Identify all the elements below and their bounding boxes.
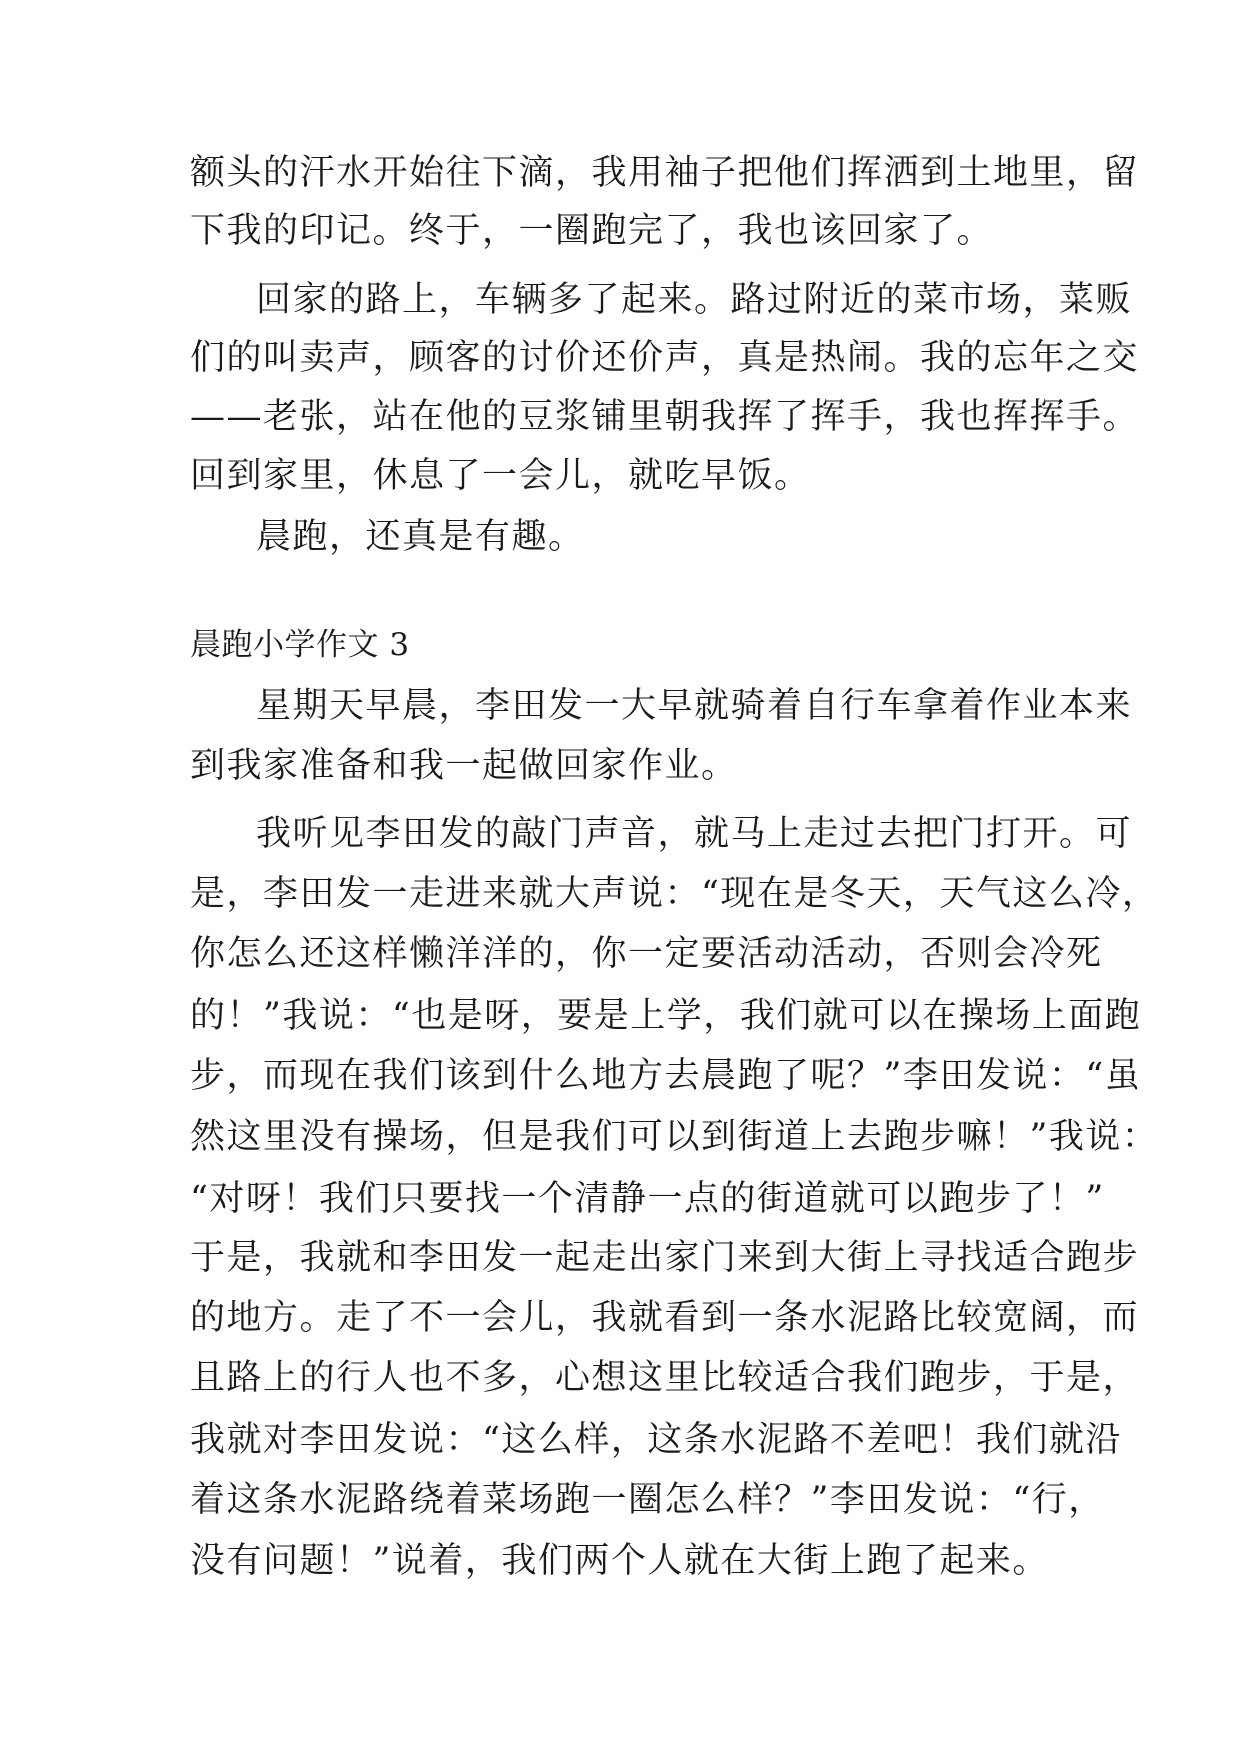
paragraph-line: 我听见李田发的敲门声音，就马上走过去把门打开。可: [256, 814, 1133, 854]
paragraph-line: 你怎么还这样懒洋洋的，你一定要活动活动，否则会冷死: [190, 934, 1103, 974]
paragraph-line: 的地方。走了不一会儿，我就看到一条水泥路比较宽阔，而: [190, 1298, 1140, 1338]
paragraph-line: 额头的汗水开始往下滴，我用袖子把他们挥洒到土地里，留: [190, 153, 1140, 193]
paragraph-line: 星期天早晨，李田发一大早就骑着自行车拿着作业本来: [256, 686, 1133, 726]
paragraph-line: 的！”我说：“也是呀，要是上学，我们就可以在操场上面跑: [190, 996, 1142, 1036]
paragraph-line: 到我家准备和我一起做回家作业。: [190, 746, 738, 786]
paragraph-line: 们的叫卖声，顾客的讨价还价声，真是热闹。我的忘年之交: [190, 338, 1140, 378]
paragraph-line: ——老张，站在他的豆浆铺里朝我挥了挥手，我也挥挥手。: [190, 397, 1140, 437]
paragraph-line: 于是，我就和李田发一起走出家门来到大街上寻找适合跑步: [190, 1238, 1140, 1278]
paragraph-line: “对呀！我们只要找一个清静一点的街道就可以跑步了！”: [190, 1179, 1105, 1219]
paragraph-line: 回到家里，休息了一会儿，就吃早饭。: [190, 456, 811, 496]
paragraph-line: 着这条水泥路绕着菜场跑一圈怎么样？”李田发说：“行，: [190, 1480, 1105, 1520]
section-heading: 晨跑小学作文 3: [190, 627, 410, 663]
paragraph-line: 晨跑，还真是有趣。: [256, 517, 585, 557]
paragraph-line: 然这里没有操场，但是我们可以到街道上去跑步嘛！”我说：: [190, 1117, 1159, 1157]
paragraph-line: 我就对李田发说：“这么样，这条水泥路不差吧！我们就沿: [190, 1420, 1122, 1460]
paragraph-line: 且路上的行人也不多，心想这里比较适合我们跑步，于是，: [190, 1358, 1140, 1398]
paragraph-line: 步，而现在我们该到什么地方去晨跑了呢？”李田发说：“虽: [190, 1056, 1142, 1096]
paragraph-line: 是，李田发一走进来就大声说：“现在是冬天，天气这么冷，: [190, 874, 1159, 914]
paragraph-line: 回家的路上，车辆多了起来。路过附近的菜市场，菜贩: [256, 280, 1133, 320]
paragraph-line: 没有问题！”说着，我们两个人就在大街上跑了起来。: [190, 1541, 1049, 1581]
paragraph-line: 下我的印记。终于，一圈跑完了，我也该回家了。: [190, 211, 994, 251]
